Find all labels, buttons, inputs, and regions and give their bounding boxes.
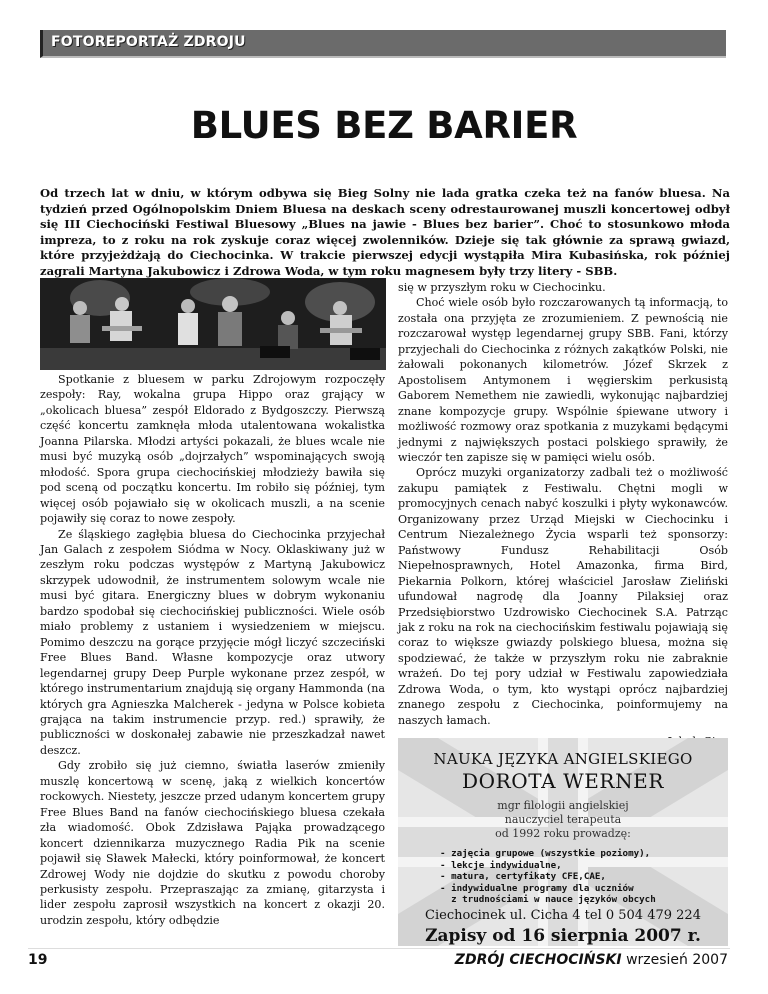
page-number: 19 [28, 952, 48, 968]
ad-offer-item: - zajęcia grupowe (wszystkie poziomy), [440, 848, 651, 859]
article-paragraph: się w przyszłym roku w Ciechocinku. [398, 281, 606, 294]
article-paragraph: Spotkanie z bluesem w parku Zdrojowym rozpoczęły zespoły: Ray, wokalna grupa Hippo oraz grający w „okolicach bluesa” zespół Eldorado z Bydgoszczy. Pierwszą część koncertu zamknęła młoda utalentowana wokalistka Joanna Pilarska. Młodzi artyści pokazali, że blues wcale nie musi być muzyką osób „dojrzałych” wspominających swoją młodość. Spora grupa ciechocińskiej młodzieży bawiła się pod sceną od początku koncertu. Im robiło się później, tym więcej osób pojawiało się w okolicach muszli, a na scenie pojawiły się coraz to nowe zespoły. [40, 373, 385, 526]
article-left-column [40, 372, 385, 928]
ad-offer-item: - lekcje indywidualne, [440, 859, 562, 871]
ad-offer-list [440, 848, 720, 906]
ad-qualification-line: nauczyciel terapeuta [504, 813, 622, 826]
ad-teacher-name: DOROTA WERNER [461, 769, 665, 793]
ad-offer-item: - indywidualne programy dla uczniów [440, 882, 634, 894]
ad-qualifications [398, 799, 728, 841]
article-paragraph: Ze śląskiego zagłębia bluesa do Ciechocinka przyjechał Jan Galach z zespołem Siódma w Nocy. Oklaskiwany już w zeszłym roku podczas występów z Martyną Jakubowicz skrzypek udowodnił, że instrumentem solowym wcale nie musi być gitara. Energiczny blues w dobrym wykonaniu bardzo spodobał się ciechocińskiej publiczności. Wiele osób miało problemy z ustaniem i wysiedzeniem w miejscu. Pomimo deszczu na gorące przyjęcie mógł liczyć szczeciński Free Blues Band. Własne kompozycje oraz utwory legendarnej grupy Deep Purple wykonane przez zespół, w którego instrumentarium znajdują się organy Hammonda (na których gra Agnieszka Malcherek - jedyna w Polsce kobieta grająca na takim instrumencie przyp. red.) sprawiły, że publiczności w doskonałej zabawie nie przeszkadzał nawet deszcz. [40, 527, 385, 757]
article-lead: Od trzech lat w dniu, w którym odbywa się Bieg Solny nie lada gratka czeka też na fanów bluesa. Na tydzień przed Ogólnopolskim Dniem Bluesa na deskach sceny odrestaurowanej muszli koncertowej odbył się III Ciechociński Festiwal Bluesowy „Blues na jawie - Blues bez barier”. Choć to stosunkowo młoda impreza, to z roku na rok zyskuje coraz więcej zwolenników. Dzieje się tak głównie za sprawą gwiazd, które przyjeżdżają do Ciechocinka. W trakcie pierwszej edycji wystąpiła Mira Kubasińska, rok później zagrali Martyna Jakubowicz i Zdrowa Woda, w tym roku magnesem były trzy litery - SBB. [40, 186, 730, 278]
ad-offer-item: - matura, certyfikaty CFE,CAE, [440, 871, 606, 882]
footer-divider [28, 948, 730, 949]
ad-offer-item: z trudnościami w nauce języków obcych [440, 894, 656, 905]
article-paragraph: Choć wiele osób było rozczarowanych tą informacją, to została ona przyjęta ze zrozumieniem. Z pewnością nie rozczarował występ legendarnej grupy SBB. Fani, którzy przyjechali do Ciechocinka z różnych zakątków Polski, nie żałowali pokonanych kilometrów. Józef Skrzek z Apostolisem Antymonem i węgierskim perkusistą Gaborem Nemethem nie zawiedli, wykonując najbardziej znane kompozycje grupy. Wspólnie śpiewane utwory i możliwość rozmowy oraz spotkania z muzykami będącymi jednymi z największych postaci polskiego sprawiły, że wieczór ten zapisze się w pamięci wielu osób. [398, 296, 728, 464]
ad-qualification-line: mgr filologii angielskiej [497, 799, 629, 812]
article-paragraph: Oprócz muzyki organizatorzy zadbali też o możliwość zakupu pamiątek z Festiwalu. Chętni mogli w promocyjnych cenach nabyć koszulki i płyty wykonawców. Organizowany przez Urząd Miejski w Ciechocinku i Centrum Niezależnego Życia wsparli też sponsorzy: Państwowy Fundusz Rehabilitacji Osób Niepełnosprawnych, Hotel Amazonka, firma Bird, Piekarnia Polkorn, której właściciel Jarosław Zieliński ufundował nagrodę dla Joanny Pilaksiej oraz Przedsiębiorstwo Uzdrowisko Ciechocinek S.A. Patrząc jak z roku na rok na ciechocińskim festiwalu pojawiają się coraz to większe gwiazdy polskiego bluesa, można się spodziewać, że także w przyszłym roku nie zabraknie wrażeń. Do tej pory udział w Festiwalu zapowiedziała Zdrowa Woda, o tym, kto wystąpi oprócz najbardziej znanego zespołu z Ciechocinka, poinformujemy na naszych łamach. [398, 466, 728, 727]
section-header-bar [40, 30, 726, 58]
section-label: FOTOREPORTAŻ ZDROJU [51, 34, 246, 50]
photo-stage-floor [40, 348, 386, 370]
article-right-column [398, 280, 728, 750]
magazine-name: ZDRÓJ CIECHOCIŃSKI [454, 952, 622, 968]
photo-monitor-1 [260, 346, 290, 358]
article-title: BLUES BEZ BARIER [190, 104, 578, 147]
article-paragraph: Gdy zrobiło się już ciemno, światła laserów zmieniły muszlę koncertową w scenę, jaką z wielkich koncertów rockowych. Niestety, jeszcze przed udanym koncertem grupy Free Blues Band na fanów ciechocińskiego bluesa czekała zła wiadomość. Obok Zdzisława Pająka prowadzącego koncert dziennikarza muzycznego Radia Pik na scenie pojawił się Sławek Małecki, który poinformował, że koncert Zdrowej Wody nie dojdzie do skutku z powodu choroby perkusisty zespołu. Przepraszając za zmianę, gitarzysta i lider zespołu zaprosił wszystkich na koncert z okazji 20. urodzin zespołu, który odbędzie [40, 759, 385, 927]
ad-headline: NAUKA JĘZYKA ANGIELSKIEGO [433, 750, 693, 768]
ad-qualification-line: od 1992 roku prowadzę: [495, 827, 631, 840]
ad-enrolment-date: Zapisy od 16 sierpnia 2007 r. [425, 926, 701, 946]
english-lessons-advertisement [398, 738, 728, 946]
concert-photo [40, 278, 386, 370]
footer-publication [455, 952, 728, 968]
ad-contact: Ciechocinek ul. Cicha 4 tel 0 504 479 224 [425, 908, 701, 923]
photo-monitor-2 [350, 348, 380, 360]
issue-date: wrzesień 2007 [626, 952, 728, 968]
